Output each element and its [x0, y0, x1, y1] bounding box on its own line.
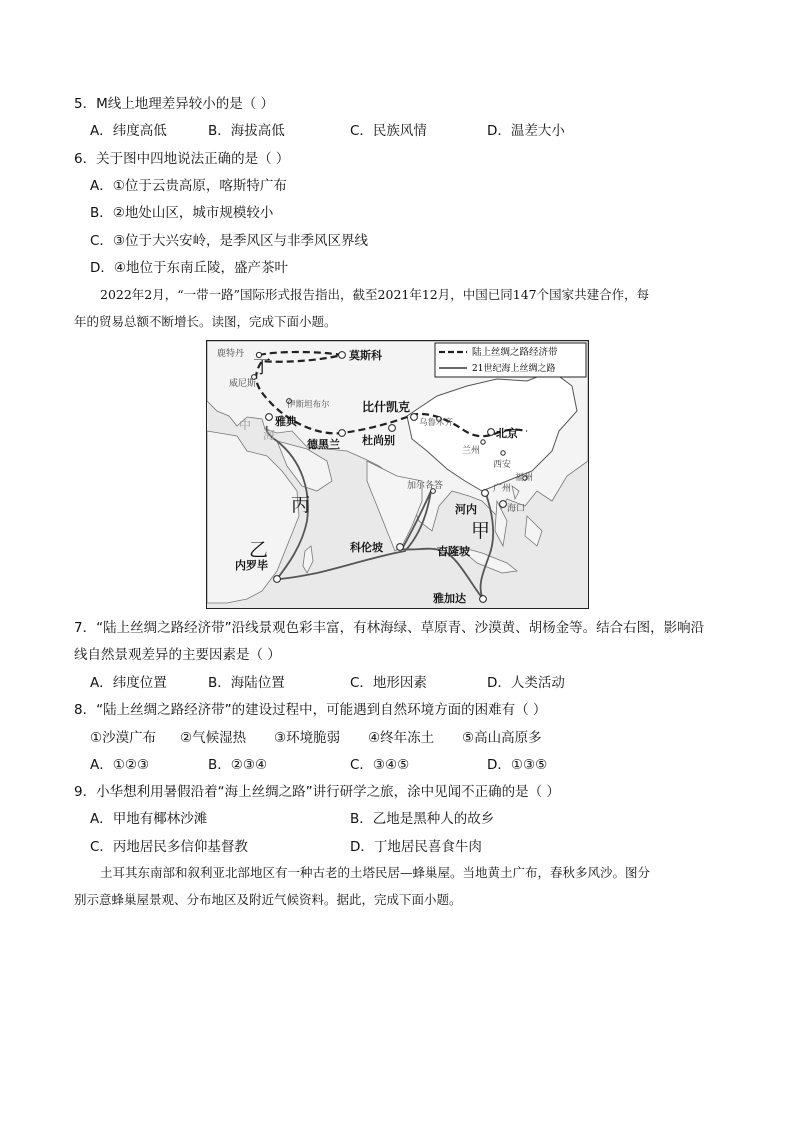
q8-item-2: ②气候湿热: [180, 730, 247, 746]
label-jakarta: 雅加达: [433, 592, 466, 605]
q5-option-d: D．温差大小: [487, 123, 565, 139]
label-fuzhou: 福州: [515, 473, 534, 483]
q7-option-c: C．地形因素: [350, 675, 427, 691]
label-colombo: 科伦坡: [350, 541, 383, 554]
marker-athens: [266, 414, 273, 421]
marker-label-jia: 甲: [471, 520, 491, 542]
marker-beijing: [488, 429, 495, 436]
marker-bishkek: [411, 414, 418, 421]
q7-stem-line1: 7．“陆上丝绸之路经济带”沿线景观色彩丰富，有林海绿、草原青、沙漠黄、胡杨金等。结合右图，影响沿: [74, 620, 705, 636]
q9-option-b: B．乙地是黑种人的故乡: [350, 811, 495, 827]
legend-sea-label: 21世纪海上丝绸之路: [472, 364, 556, 374]
marker-label-yi: 乙: [249, 539, 269, 561]
marker-label-ding: 丁: [253, 357, 271, 378]
q5-stem: 5．M线上地理差异较小的是（ ）: [74, 96, 275, 112]
q8-item-1: ①沙漠广布: [90, 730, 157, 746]
marker-dushanbe: [389, 425, 396, 432]
marker-lanzhou: [481, 440, 485, 444]
q8-item-3: ③环境脆弱: [274, 730, 341, 746]
q8-stem: 8．“陆上丝绸之路经济带”的建设过程中，可能遇到自然环境方面的困难有（ ）: [74, 702, 547, 718]
label-tehran: 德黑兰: [307, 438, 340, 451]
marker-moscow: [339, 352, 346, 359]
q6-stem: 6．关于图中四地说法正确的是（ ）: [74, 151, 290, 167]
q5-option-c: C．民族风情: [350, 123, 427, 139]
intro-paragraph-1: [74, 281, 724, 335]
madagascar: [303, 546, 313, 573]
q7-stem-line2: 线自然景观差异的主要因素是（ ）: [74, 647, 281, 663]
label-venice: 威尼斯: [229, 379, 257, 389]
label-hanoi: 河内: [455, 503, 477, 516]
marker-colombo: [397, 544, 404, 551]
label-kualalumpur: 吉隆坡: [437, 545, 470, 558]
sea-faint-label-1: 中: [239, 418, 252, 432]
marker-haikou: [500, 501, 507, 508]
label-istanbul: 伊斯坦布尔: [287, 400, 330, 410]
label-beijing: 北京: [496, 427, 518, 440]
label-lanzhou: 兰州: [462, 446, 481, 456]
q8-option-b: B．②③④: [208, 757, 268, 773]
marker-nairobi: [274, 576, 281, 583]
q8-item-5: ⑤高山高原多: [462, 730, 542, 746]
marker-tehran: [339, 430, 346, 437]
marker-xian: [501, 451, 505, 455]
intro-paragraph-2: [74, 859, 724, 913]
label-nairobi: 内罗毕: [235, 559, 268, 572]
q8-option-d: D．①③⑤: [487, 757, 548, 773]
q9-option-d: D．丁地居民喜食牛肉: [350, 839, 482, 855]
q9-option-a: A．甲地有椰林沙滩: [90, 811, 208, 827]
intro1-line2: 年的贸易总额不断增长。读图，完成下面小题。: [74, 314, 337, 329]
silk-road-map: [206, 340, 589, 609]
label-kolkata: 加尔各答: [407, 481, 444, 491]
sea-faint-label-2: 海: [263, 428, 276, 442]
q8-option-c: C．③④⑤: [350, 757, 410, 773]
label-guangzhou: 广州: [493, 484, 512, 494]
q8-option-a: A．①②③: [90, 757, 150, 773]
label-dushanbe: 杜尚别: [362, 434, 395, 447]
intro2-line2: 别示意蜂巢屋景观、分布地区及附近气候资料。据此，完成下面小题。: [74, 892, 462, 907]
q6-option-d: D．④地位于东南丘陵，盛产茶叶: [90, 260, 288, 276]
q9-option-c: C．丙地居民多信仰基督教: [90, 839, 248, 855]
marker-jakarta: [480, 596, 487, 603]
q7-option-d: D．人类活动: [487, 675, 565, 691]
label-moscow: 莫斯科: [349, 349, 382, 362]
q6-option-b: B．②地处山区，城市规模较小: [90, 205, 274, 221]
map-svg: [207, 341, 588, 608]
legend-land-label: 陆上丝绸之路经济带: [472, 347, 558, 358]
q5-option-b: B．海拔高低: [208, 123, 285, 139]
q9-stem: 9．小华想利用暑假沿着“海上丝绸之路”讲行研学之旅，涂中见闻不正确的是（ ）: [74, 784, 560, 800]
q8-item-4: ④终年冻土: [368, 730, 435, 746]
q7-option-a: A．纬度位置: [90, 675, 167, 691]
q7-option-b: B．海陆位置: [208, 675, 285, 691]
label-bishkek: 比什凯克: [362, 400, 411, 414]
q6-option-c: C．③位于大兴安岭，是季风区与非季风区界线: [90, 233, 369, 249]
label-athens: 雅典: [275, 415, 297, 428]
label-xian: 西安: [493, 460, 512, 470]
q5-option-a: A．纬度高低: [90, 123, 167, 139]
q6-option-a: A．①位于云贵高原，喀斯特广布: [90, 178, 287, 194]
label-rotterdam: 鹿特丹: [217, 349, 245, 359]
intro2-line1: 土耳其东南部和叙利亚北部地区有一种古老的土塔民居—蜂巢屋。当地黄土广布，春秋多风沙。图分: [100, 865, 651, 880]
marker-label-bing: 丙: [291, 494, 311, 516]
label-urumqi: 乌鲁木齐: [419, 418, 454, 428]
label-haikou: 海口: [507, 504, 526, 514]
intro1-line1: 2022年2月，“一带一路”国际形式报告指出，截至2021年12月，中国已同147个国家共建合作，每: [100, 287, 650, 302]
marker-guangzhou: [482, 490, 489, 497]
